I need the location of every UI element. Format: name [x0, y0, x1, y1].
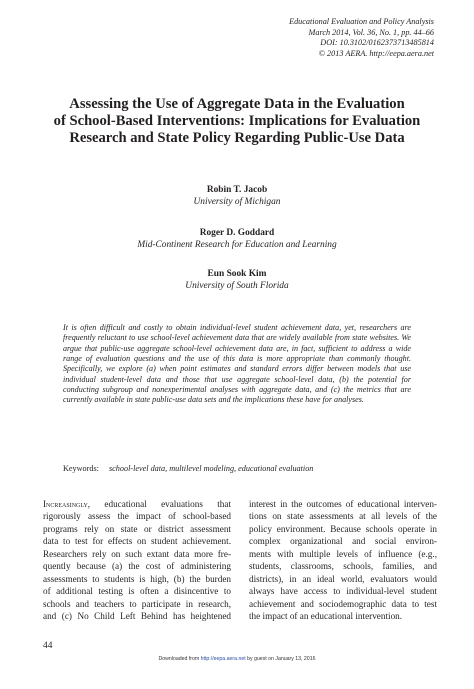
author-block	[0, 268, 474, 292]
keywords	[63, 464, 423, 474]
article-title	[30, 96, 444, 148]
keywords-value: school-level data, multilevel modeling, educational evaluation	[108, 464, 314, 473]
keywords-label: Keywords:	[63, 464, 99, 473]
journal-copyright: © 2013 AERA. http://eepa.aera.net	[318, 48, 434, 58]
title-line-2: of School-Based Interventions: Implications for Evaluation	[53, 113, 421, 130]
author-block	[0, 184, 474, 208]
abstract: It is often difficult and costly to obtain individual-level student achievement data, yet, researchers are frequently reluctant to use school-level achievement data that are widely available from state websites. We argue that public-use aggregate school-level achievement data are, in fact, sufficient to address a wide range of evaluation questions and the use of this data is more appropriate than commonly thought. Specifically, we explore (a) when point estimates and standard errors differ between models that use individual student-level data and those that use aggregate school-level data, (b) the potential for conducting subgroup and nonexperimental analyses with aggregate data, and (c) the metrics that are currently available in state public-use data sets and the implications these have for analyses.	[63, 323, 411, 405]
download-notice	[0, 656, 474, 662]
download-suffix: by guest on January 13, 2016	[247, 656, 316, 662]
author-block	[0, 227, 474, 251]
title-line-1: Assessing the Use of Aggregate Data in the Evaluation	[69, 96, 405, 112]
journal-name: Educational Evaluation and Policy Analysis	[289, 17, 434, 26]
body-line: policy environment. Because schools operate in	[249, 523, 437, 534]
journal-citation	[289, 17, 434, 59]
body-line: Researchers rely on such extant data more fre-	[43, 548, 231, 559]
body-line: Increasingly, educational evaluations that	[43, 499, 231, 509]
body-line: always have access to individual-level student	[249, 586, 437, 597]
body-line: of additional testing is often a disincentive to	[43, 586, 231, 597]
author-affiliation: Mid-Continent Research for Education and Learning	[137, 240, 337, 250]
title-line-3: Research and State Policy Regarding Public-Use Data	[69, 130, 405, 147]
author-name: Eun Sook Kim	[207, 269, 267, 279]
body-column-left	[43, 498, 231, 623]
author-affiliation: University of South Florida	[185, 281, 289, 291]
author-name: Robin T. Jacob	[206, 185, 268, 195]
author-affiliation: University of Michigan	[193, 197, 281, 207]
body-column-right	[249, 498, 437, 623]
body-line: data to test for effects on student achievement.	[43, 536, 231, 547]
page-number: 44	[43, 641, 53, 651]
author-name: Roger D. Goddard	[199, 228, 275, 238]
download-link[interactable]: http://eepa.aera.net	[200, 656, 246, 662]
body-line: and (c) No Child Left Behind has heightened	[43, 611, 231, 622]
body-line: interest in the outcomes of educational interven-	[249, 499, 437, 509]
body-line: complex organizational and social environ-	[249, 536, 437, 547]
lead-word: Increasingly	[43, 499, 88, 509]
body-line: quently because (a) the cost of administering	[43, 561, 231, 572]
body-line: districts), in an ideal world, evaluators would	[249, 573, 437, 584]
body-line: assessments to students is high, (b) the burden	[43, 573, 231, 584]
body-line: schools and teachers to participate in research,	[43, 598, 231, 609]
body-line: tions on state assessments at all levels of the	[249, 511, 437, 522]
body-line: the impact of an educational intervention.	[249, 611, 403, 622]
journal-volume: March 2014, Vol. 36, No. 1, pp. 44–66	[308, 27, 434, 37]
body-line: rigorously assess the impact of school-based	[43, 511, 231, 522]
body-line: students, classrooms, schools, families, and	[249, 561, 437, 572]
body-line: programs rely on state or district assessment	[43, 523, 231, 534]
download-prefix: Downloaded from	[158, 656, 200, 662]
body-line: ments with multiple levels of influence (e.g.,	[249, 548, 437, 559]
body-line: achievement and sociodemographic data to test	[249, 598, 437, 609]
journal-doi: DOI: 10.3102/0162373713485814	[320, 38, 434, 48]
